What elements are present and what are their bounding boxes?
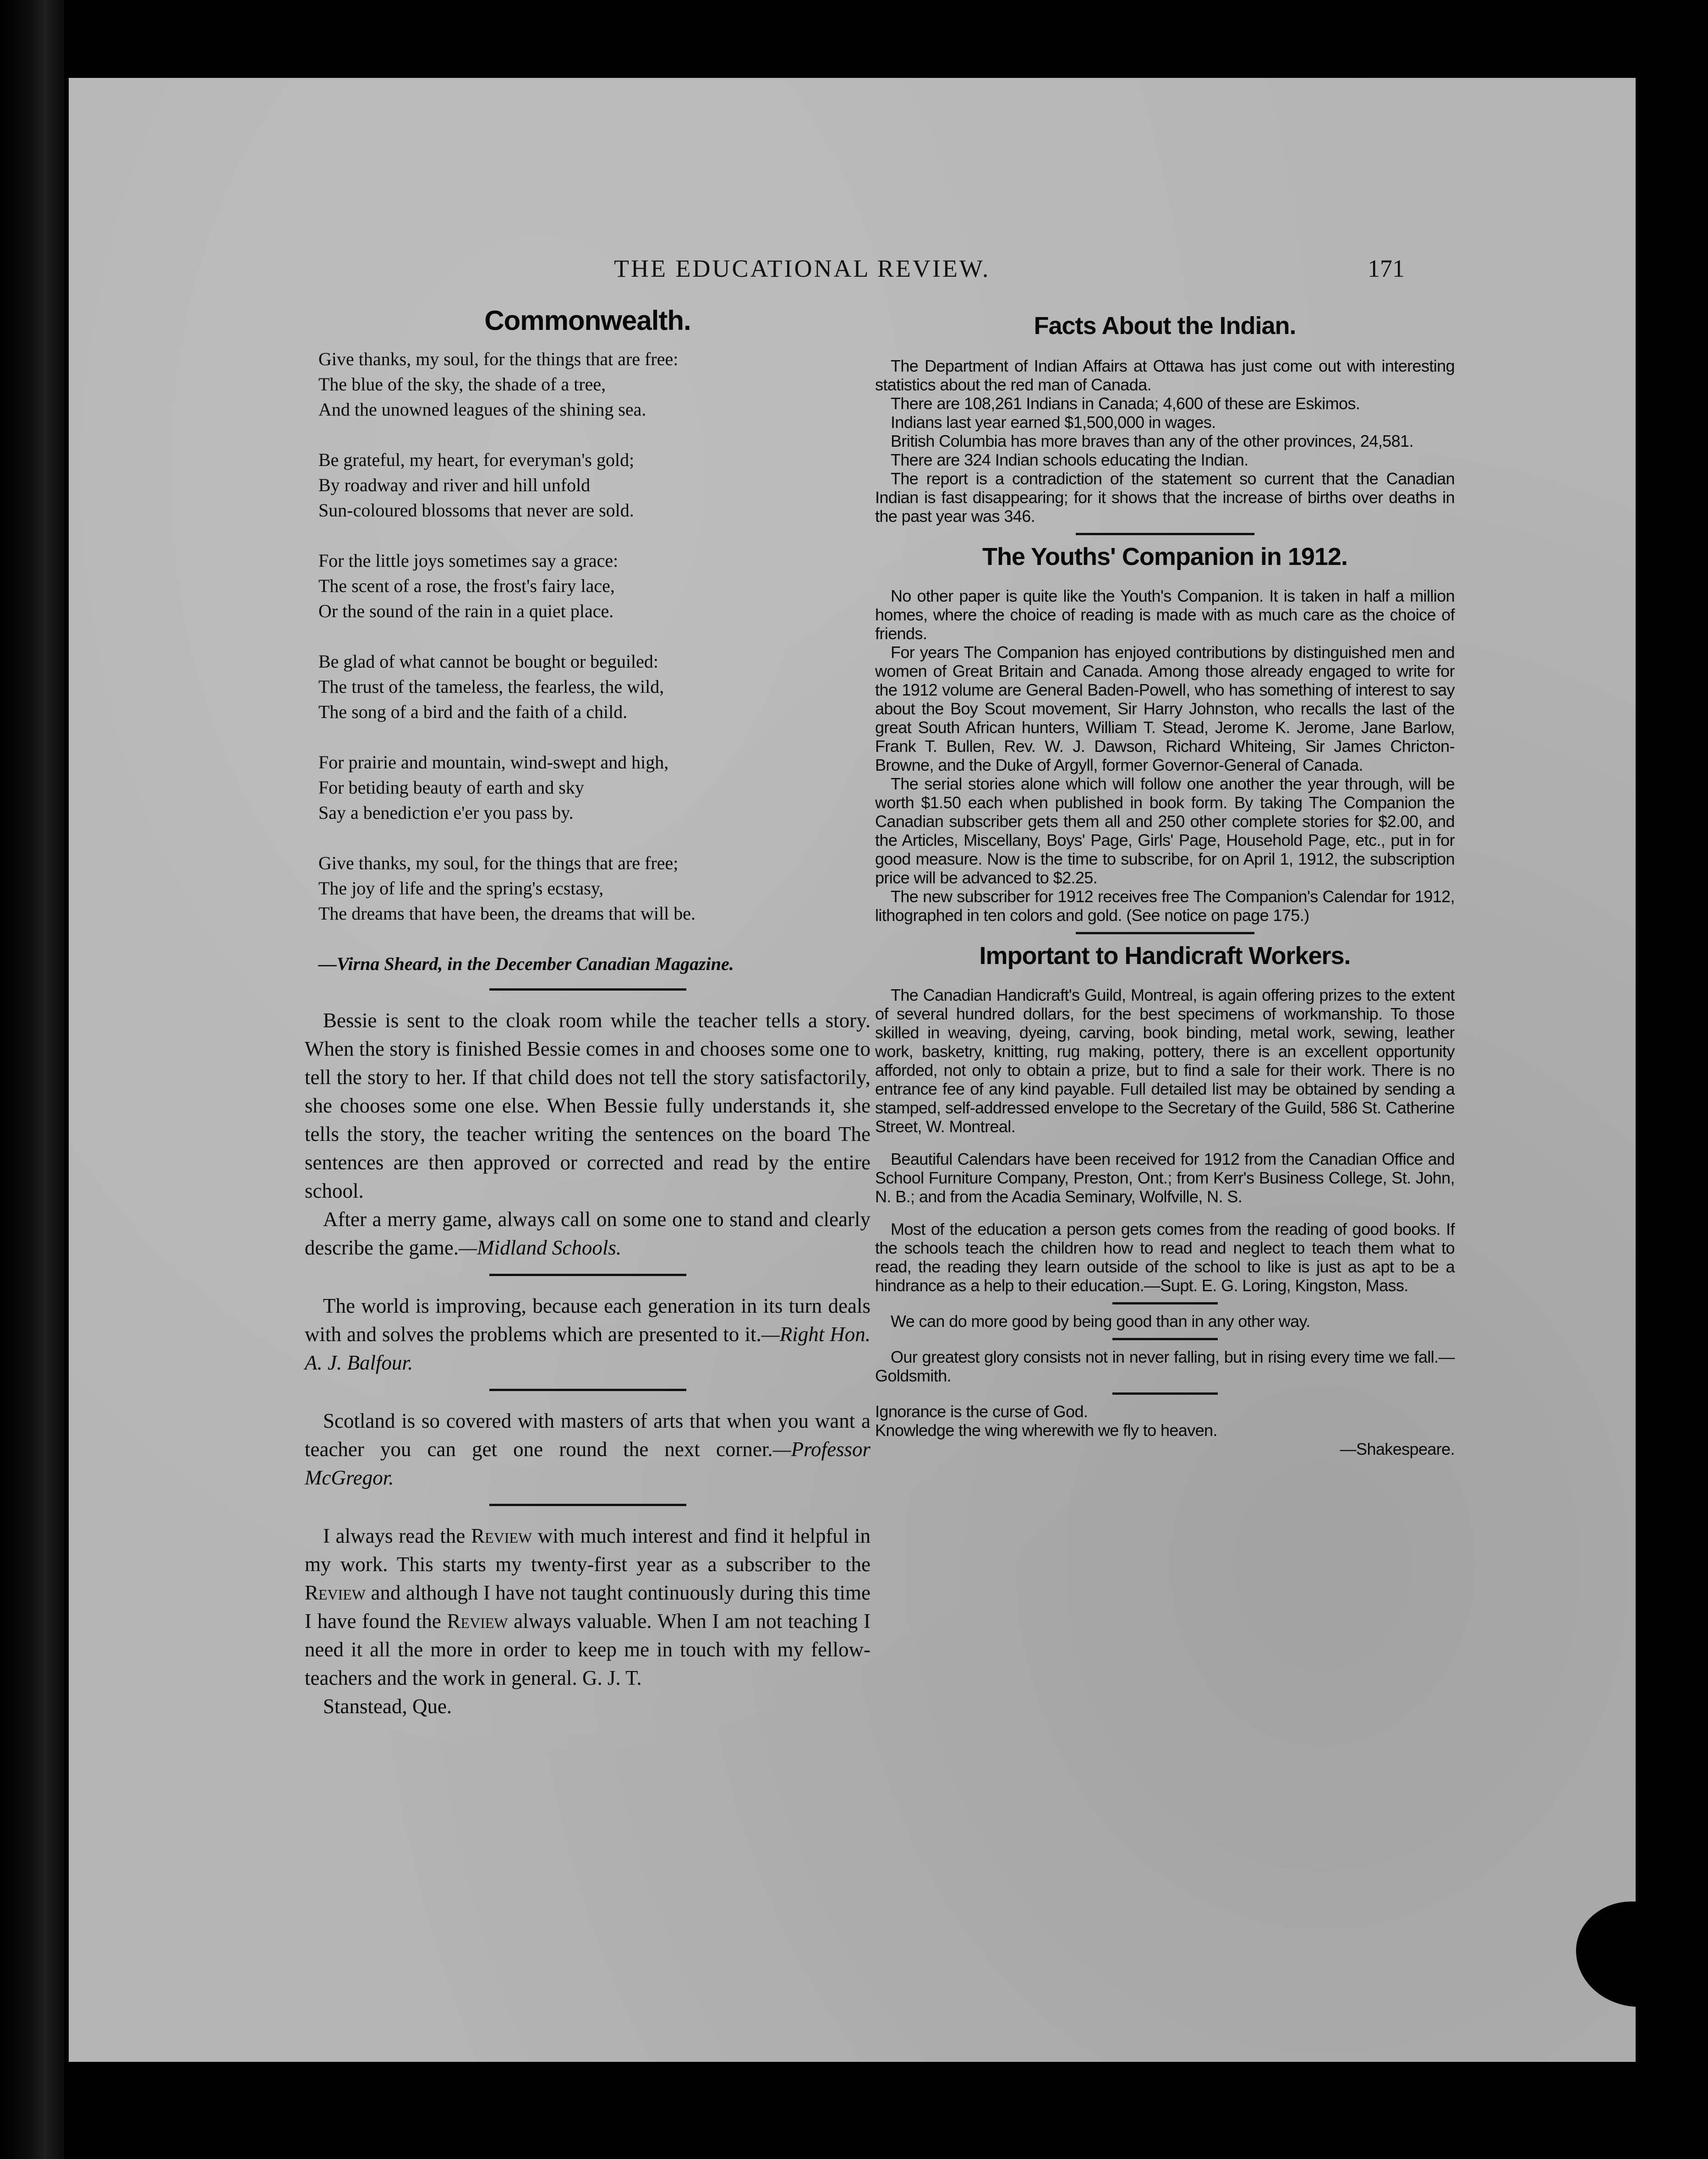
do-good-paragraph: We can do more good by being good than in any other way. (891, 1312, 1310, 1331)
running-head: THE EDUCATIONAL REVIEW. (614, 255, 991, 282)
companion-paragraph: For years The Companion has enjoyed contributions by distinguished men and women of Great Britain and Canada. Among those already engaged to write for the 1912 volume are General Baden-Powell, who has something of interest to say about the Boy Scout movement, Sir Harry Johnston, who recalls the last of the great South African hunters, William T. Stead, Jerome K. Jerome, Jane Barlow, Frank T. Bullen, Rev. W. J. Dawson, Richard Whiteing, Sir James Chricton-Browne, and the Duke of Argyll, former Governor-General of Canada. (875, 643, 1455, 774)
poem-credit: —Virna Sheard, in the December Canadian Magazine. (318, 953, 734, 974)
world-text: The world is improving, because each generation in its turn deals with and solves the problems which are presented to it. (305, 1294, 870, 1346)
poem-line: The scent of a rose, the frost's fairy lace, (318, 575, 615, 596)
poem-line: The blue of the sky, the shade of a tree, (318, 374, 606, 395)
letter-text: I always read the (323, 1524, 471, 1547)
poem-line: Say a benediction e'er you pass by. (318, 802, 574, 823)
companion-title: The Youths' Companion in 1912. (982, 543, 1347, 570)
review-name: Review (471, 1524, 532, 1547)
poem-line: Sun-coloured blossoms that never are sold. (318, 500, 634, 521)
merry-game-credit: —Midland Schools. (459, 1236, 622, 1259)
section-divider (1076, 533, 1254, 535)
shakespeare-credit: —Shakespeare. (1340, 1440, 1455, 1458)
poem-stanza (305, 548, 870, 624)
indian-paragraph: Indians last year earned $1,500,000 in wages. (891, 413, 1216, 432)
world-improving-paragraph (305, 1292, 870, 1377)
letter-text: with much interest and find it helpful in my work. This starts my twenty-first year as a subscriber to the (305, 1524, 870, 1576)
poem-commonwealth (305, 346, 870, 976)
handicraft-paragraph: The Canadian Handicraft's Guild, Montreal, is again offering prizes to the extent of several hundred dollars, for the best specimens of workmanship. To those skilled in weaving, dyeing, carving, book binding, metal work, sewing, leather work, basketry, knitting, rug making, pottery, there is an excellent opportunity afforded, not only to obtain a prize, but to find a sale for their work. There is no entrance fee of any kind payable. Full detailed list may be obtained by sending a stamped, self-addressed envelope to the Secretary of the Guild, 586 St. Catherine Street, W. Montreal. (875, 986, 1455, 1136)
poem-line: For the little joys sometimes say a grace: (318, 550, 619, 571)
scotland-credit: —Professor McGregor. (305, 1438, 870, 1489)
shakespeare-line: Ignorance is the curse of God. (875, 1402, 1088, 1421)
section-divider (1112, 1302, 1218, 1304)
poem-stanza (305, 850, 870, 926)
facing-page-edge (0, 0, 64, 2159)
letter-text: always valuable. When I am not teaching I need it all the more in order to keep me in touch with my fellow-teachers and the work in general. G. J. T. (305, 1610, 870, 1689)
section-divider (1112, 1338, 1218, 1340)
section-divider (489, 988, 686, 991)
education-paragraph: Most of the education a person gets comes from the reading of good books. If the schools teach the children how to read and neglect to teach them what to read, the reading they learn outside of the school to like is just as apt to be a hindrance as a help to their education.—Supt. E. G. Loring, Kingston, Mass. (875, 1220, 1455, 1295)
spacer (875, 1206, 1455, 1220)
poem-line: And the unowned leagues of the shining sea. (318, 399, 646, 420)
poem-title: Commonwealth. (484, 305, 691, 336)
section-divider (489, 1389, 686, 1391)
poem-line: Be glad of what cannot be bought or beguiled: (318, 651, 659, 672)
section-divider (1076, 932, 1254, 934)
poem-stanza (305, 649, 870, 724)
poem-line: The joy of life and the spring's ecstasy, (318, 878, 604, 899)
section-divider (489, 1274, 686, 1276)
indian-paragraph: British Columbia has more braves than any of the other provinces, 24,581. (891, 432, 1413, 450)
calendars-paragraph: Beautiful Calendars have been received for 1912 from the Canadian Office and School Furniture Company, Preston, Ont.; from Kerr's Business College, St. John, N. B.; and from the Acadia Seminary, Wolfville, N. S. (875, 1150, 1455, 1206)
review-name: Review (447, 1610, 508, 1633)
poem-line: Give thanks, my soul, for the things that are free: (318, 349, 679, 369)
poem-line: The dreams that have been, the dreams that will be. (318, 903, 696, 924)
poem-line: The trust of the tameless, the fearless, the wild, (318, 676, 664, 697)
merry-game-paragraph (305, 1205, 870, 1262)
section-divider (1112, 1392, 1218, 1395)
poem-line: For prairie and mountain, wind-swept and high, (318, 752, 669, 773)
poem-line: Or the sound of the rain in a quiet place. (318, 601, 614, 621)
merry-game-text: After a merry game, always call on some one to stand and clearly describe the game. (305, 1208, 870, 1259)
poem-line: Give thanks, my soul, for the things that are free; (318, 853, 679, 873)
section-divider (489, 1504, 686, 1506)
review-name: Review (305, 1581, 366, 1604)
letter-text: and although I have not taught continuously during this time I have found the (305, 1581, 870, 1633)
poem-stanza (305, 447, 870, 523)
poem-line: For betiding beauty of earth and sky (318, 777, 584, 798)
poem-line: By roadway and river and hill unfold (318, 475, 591, 495)
companion-paragraph: The serial stories alone which will follow one another the year through, will be worth $1.50 each when published in book form. By taking The Companion the Canadian subscriber gets them all and 250 other complete stories for $2.00, and the Articles, Miscellany, Boys' Page, Girls' Page, Household Page, etc., put in for good measure. Now is the time to subscribe, for on April 1, 1912, the subscription price will be advanced to $2.25. (875, 774, 1455, 887)
indian-paragraph: The Department of Indian Affairs at Ottawa has just come out with interesting statistics about the red man of Canada. (875, 356, 1455, 394)
indian-facts-title: Facts About the Indian. (1034, 312, 1296, 340)
indian-paragraph: There are 324 Indian schools educating the Indian. (891, 450, 1248, 469)
shakespeare-line: Knowledge the wing wherewith we fly to heaven. (875, 1421, 1217, 1440)
indian-paragraph: The report is a contradiction of the statement so current that the Canadian Indian is fast disappearing; for it shows that the increase of births over deaths in the past year was 346. (875, 469, 1455, 526)
companion-paragraph: The new subscriber for 1912 receives free The Companion's Calendar for 1912, lithographed in ten colors and gold. (See notice on page 175.) (875, 887, 1455, 925)
left-column (305, 305, 870, 1721)
spacer (875, 1136, 1455, 1150)
handicraft-title: Important to Handicraft Workers. (979, 942, 1351, 970)
poem-line: The song of a bird and the faith of a child. (318, 701, 628, 722)
glory-quote: Our greatest glory consists not in never falling, but in rising every time we fall.—Goldsmith. (875, 1348, 1455, 1385)
scotland-text: Scotland is so covered with masters of arts that when you want a teacher you can get one round the next corner. (305, 1409, 870, 1461)
scotland-paragraph (305, 1407, 870, 1492)
reader-letter (305, 1522, 870, 1692)
poem-stanza (305, 346, 870, 422)
page-number: 171 (1368, 255, 1405, 282)
indian-paragraph: There are 108,261 Indians in Canada; 4,600 of these are Eskimos. (891, 394, 1360, 413)
right-column (875, 312, 1455, 1458)
poem-stanza (305, 750, 870, 825)
poem-line: Be grateful, my heart, for everyman's gold; (318, 449, 635, 470)
world-credit: —Right Hon. A. J. Balfour. (305, 1323, 870, 1374)
bessie-paragraph: Bessie is sent to the cloak room while the teacher tells a story. When the story is finished Bessie comes in and chooses some one to tell the story to her. If that child does not tell the story satisfactorily, she chooses some one else. When Bessie fully understands it, she tells the story, the teacher writing the sentences on the board The sentences are then approved or corrected and read by the entire school. (305, 1009, 870, 1202)
letter-place: Stanstead, Que. (323, 1695, 452, 1718)
companion-paragraph: No other paper is quite like the Youth's Companion. It is taken in half a million homes, where the choice of reading is made with as much care as the choice of friends. (875, 586, 1455, 643)
